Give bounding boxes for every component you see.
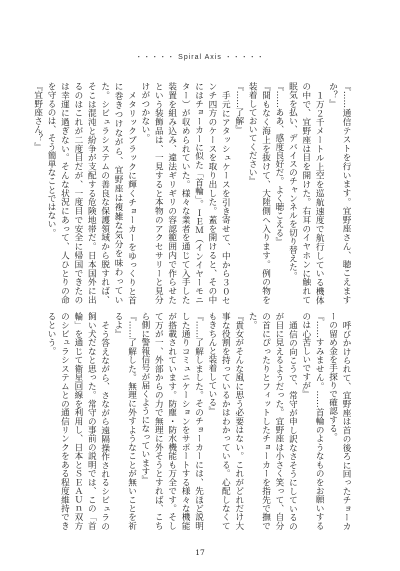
page-number: 17 bbox=[195, 548, 205, 557]
paragraph: 『……通信テストを行います。宜野座さん、聴こえますか？』 bbox=[327, 82, 351, 304]
paragraph: 手元にアタッシュケースを引き寄せて、中から３０センチ四方のケースを取り出した。蓋を開けると、その中にはチョーカーに似た「首輪」。ＩＥＭ（インイヤーモニター）が収められていた。様々な業者を通じて入手した装置を組み込み、違法ギリギリの容認範囲内で作らせたという装飾品は、一見すると本物のアクセサリーと見分けがつかない。 bbox=[139, 82, 231, 304]
paragraph: 『……ああ、感度良好だ。よく聴こえる』 bbox=[273, 82, 284, 246]
running-header: ・・・・・ Spiral Axis ・・・・・ bbox=[135, 54, 265, 61]
paragraph: メタリックブラックに輝くチョーカーをゆっくりと首に巻きつけながら、宜野座は複雑な気分を味わっていた。シビュラシステムの善良な保護領域から脱すれば、そこは混沌と紛争が支配する危険地帯だ。日本国外に出るのはこれが二度目だが、一度目で安全に帰国できたのは幸運に過ぎない。そんな状況にあって、人ひとりの命を守るのは、そう簡単なことではない。 bbox=[46, 82, 137, 304]
paragraph: 通信の向こうで、常守が申し訳なさそうにしているのが目に見えるようだった。宜野座は小さく笑って、自分の首にぴったりとフィットしたチョーカーを指先で撫でた。 bbox=[247, 312, 298, 530]
paragraph: 『宜野座さん？』 bbox=[32, 82, 43, 151]
paragraph: 『……すみません。……首輪のようなものをお願いするのは心苦しいですが』 bbox=[300, 312, 325, 530]
paragraph: 『……了解しました。そのチョーカーには、先ほど説明した通りコミュニケーションをサポートする様々な機能が搭載されています。防塵・防水機能も万全です。そして万が一、外部からの力で無理に外そうとすれば、こちら側に警報信号が届くようになっています』 bbox=[139, 312, 204, 530]
paragraph: 『……了解』 bbox=[233, 82, 244, 134]
paragraph: 『貴女がそんな風に思う必要はない。これがどれだけ大事な役割を持っているかはわかっている。心配しなくてもきちんと装着している』 bbox=[206, 312, 244, 530]
text-block-bottom bbox=[46, 312, 352, 530]
paragraph: 『間もなく海上を抜けて、大陸側へ入ります。例の物を装着しておいてください』 bbox=[247, 82, 271, 304]
text-block-top bbox=[32, 82, 352, 304]
paragraph: 呼びかけられて、宜野座は首の後ろに回ったチョーカーの留め金を手探りで確認する。 bbox=[327, 312, 351, 530]
paragraph: 『……了解した。無理に外すようなことが無いことを祈るよ』 bbox=[113, 312, 137, 530]
paragraph: そう答えながら、さながら遠隔操作されるシビュラの飼い犬だなと思った。常守の事前の説明では、この「首輪」を通じて衛星回線を利用し、日本とＳＥＡＵｎ双方のシビュラシステムとの通信リンクをある程度維持できるという。 bbox=[46, 312, 110, 530]
paragraph: １万２千メートル上空を巡航速度で航行している機体の中で、宜野座は目を開けた。右耳のイヤホンに触れて眠気を払い、デバイスのチャンネルを切り替えた。 bbox=[287, 82, 325, 304]
